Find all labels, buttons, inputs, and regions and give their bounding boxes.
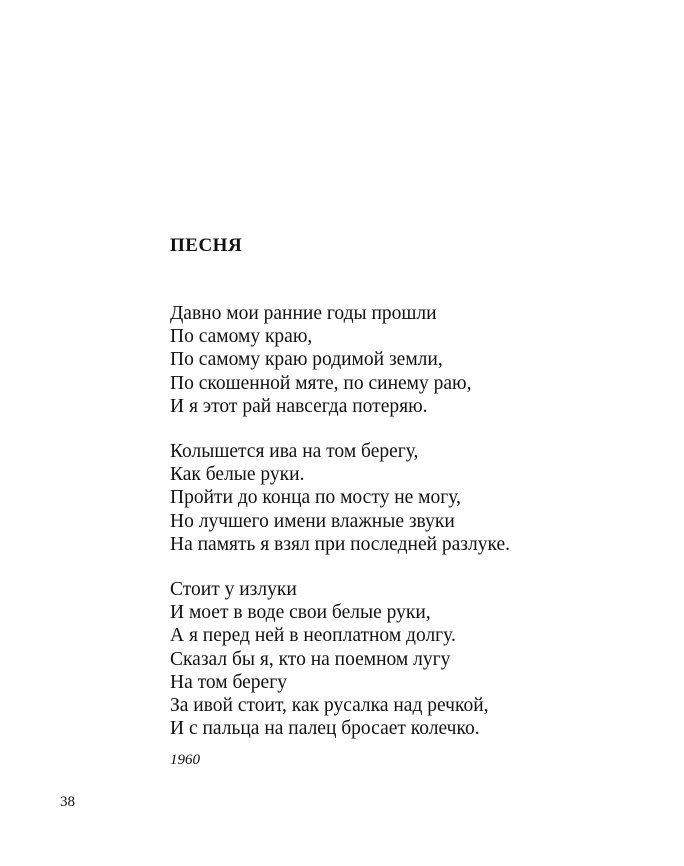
poem-line: На том берегу bbox=[170, 671, 287, 693]
poem-line: Но лучшего имени влажные звуки bbox=[170, 510, 455, 532]
poem-line: Стоит у излуки bbox=[170, 579, 297, 601]
poem-line: И моет в воде свои белые руки, bbox=[170, 602, 431, 624]
stanza-1 bbox=[170, 302, 650, 418]
poem-line: Давно мои ранние годы прошли bbox=[170, 303, 437, 324]
poem-line: Пройти до конца по мосту не могу, bbox=[170, 487, 461, 509]
poem-body bbox=[170, 302, 650, 762]
stanza-3 bbox=[170, 578, 650, 740]
poem-line: И я этот рай навсегда потеряю. bbox=[170, 395, 428, 417]
poem-line: Сказал бы я, кто на поемном лугу bbox=[170, 648, 451, 670]
poem-line: Как белые руки. bbox=[170, 464, 305, 486]
poem-line: На память я взял при последней разлуке. bbox=[170, 533, 511, 555]
poem-line: По скошенной мяте, по синему раю, bbox=[170, 372, 472, 394]
poem-line: А я перед ней в неоплатном долгу. bbox=[170, 625, 456, 647]
poem-date: 1960 bbox=[170, 752, 200, 768]
poem-title: ПЕСНЯ bbox=[170, 235, 243, 256]
stanza-2 bbox=[170, 440, 650, 556]
poem-line: И с пальца на палец бросает колечко. bbox=[170, 718, 480, 740]
poem-line: Колышется ива на том берегу, bbox=[170, 441, 419, 463]
poem-line: По самому краю, bbox=[170, 326, 313, 348]
poem-line: За ивой стоит, как русалка над речкой, bbox=[170, 695, 489, 717]
poem-line: По самому краю родимой земли, bbox=[170, 349, 443, 371]
page-number: 38 bbox=[60, 794, 75, 810]
